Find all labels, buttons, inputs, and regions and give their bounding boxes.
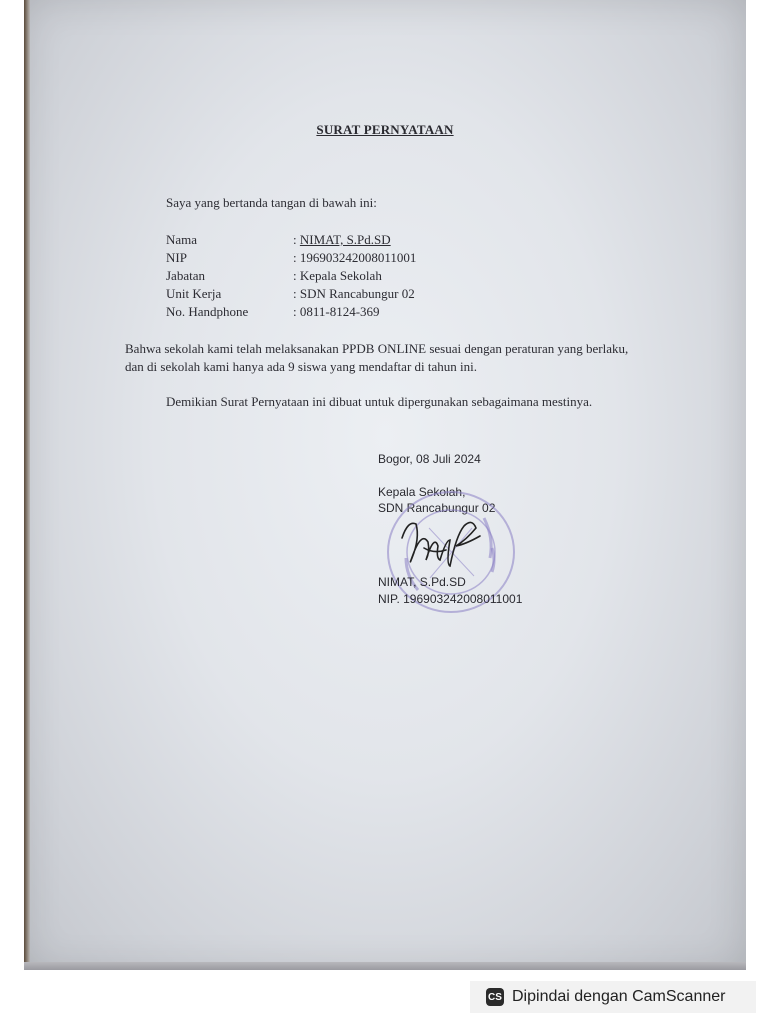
intro-text: Saya yang bertanda tangan di bawah ini: [166,195,377,210]
info-label: No. Handphone [166,304,249,319]
info-label: Jabatan [166,268,205,283]
info-value: SDN Rancabungur 02 [299,286,415,301]
info-separator: : [293,250,300,265]
info-separator: : [293,286,300,301]
statement-paragraph [125,340,685,376]
info-separator: : [293,232,300,247]
signature-place-date: Bogor, 08 Juli 2024 [378,452,481,466]
paper-bottom-edge [24,962,746,970]
closing-text: Demikian Surat Pernyataan ini dibuat untuk dipergunakan sebagaimana mestinya. [166,394,593,409]
camscanner-footer [470,981,756,1013]
info-value: 196903242008011001 [299,250,417,265]
info-value: NIMAT, S.Pd.SD [299,232,391,247]
info-separator: : [293,304,300,319]
paper-edge [24,0,30,970]
signature-position: Kepala Sekolah, [378,485,466,499]
statement-line-2: dan di sekolah kami hanya ada 9 siswa yang mendaftar di tahun ini. [125,359,477,374]
signature-nip: NIP. 196903242008011001 [378,592,523,606]
info-label: NIP [166,250,187,265]
info-separator: : [293,268,300,283]
info-value: 0811-8124-369 [299,304,380,319]
document-title: SURAT PERNYATAAN [316,122,454,137]
signature-school: SDN Rancabungur 02 [378,501,496,515]
statement-line-1: Bahwa sekolah kami telah melaksanakan PPDB ONLINE sesuai dengan peraturan yang berlaku, [125,341,629,356]
camscanner-label: Dipindai dengan CamScanner [512,988,726,1005]
camscanner-icon: CS [486,988,504,1006]
info-value: Kepala Sekolah [299,268,382,283]
signature-name: NIMAT, S.Pd.SD [378,575,466,589]
info-label: Unit Kerja [166,286,222,301]
info-label: Nama [166,232,198,247]
